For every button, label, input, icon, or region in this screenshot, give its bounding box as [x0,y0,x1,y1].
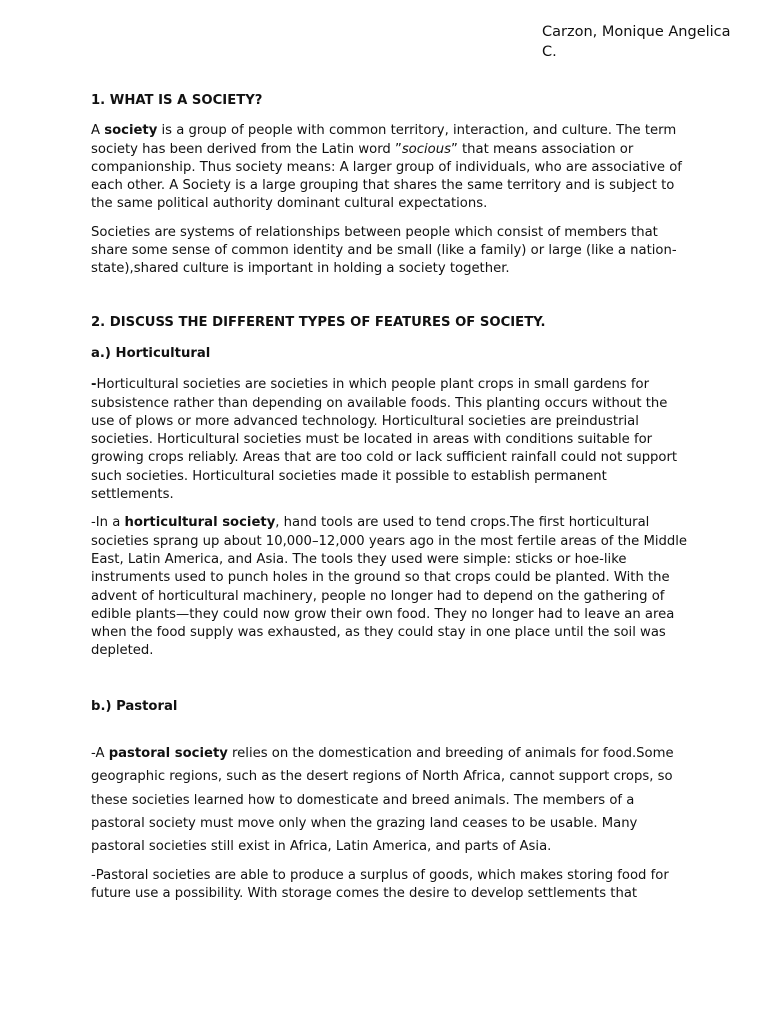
bold-term-pastoral-society: pastoral society [108,746,228,762]
bold-term-horticultural-society: horticultural society [124,515,276,531]
italic-term-socious: socious [401,141,451,157]
horticultural-paragraph-2 [91,514,691,660]
society-definition-paragraph [91,122,691,213]
section-2-heading: 2. DISCUSS THE DIFFERENT TYPES OF FEATURES OF SOCIETY. [91,314,546,330]
text-run: , hand tools are used to tend crops.The first horticultural societies sprang up about 10,000–12,000 years ago in the most fertile areas of the Middle East, Latin America, and Asia. The tools they used were simple: sticks or hoe-like instruments used to punch holes in the ground so that crops could be planted. With the advent of horticultural machinery, people no longer had to depend on the gathering of edible plants—they could now grow their own food. They no longer had to leave an area when the food supply was exhausted, as they could stay in one place until the soil was depleted. [91,515,688,659]
author-name-line-1: Carzon, Monique Angelica [542,24,731,40]
pastoral-paragraph-1 [91,742,691,858]
horticultural-paragraph-1 [91,376,691,504]
text-run: ” that means association or companionship. Thus society means: A larger group of individuals, who are associative of each other. A Society is a large grouping that shares the same territory and is subject to the same political authority dominant cultural expectations. [91,141,682,212]
text-run: is a group of people with common territory, interaction, and culture. The term society has been derived from the Latin word ” [91,123,677,157]
societies-systems-paragraph: Societies are systems of relationships between people which consist of members that share some sense of common identity and be small (like a family) or large (like a nation-state),shared culture is important in holding a society together. [91,224,677,277]
pastoral-paragraph-2: -Pastoral societies are able to produce a surplus of goods, which makes storing food for future use a possibility. With storage comes the desire to develop settlements that [91,867,669,901]
section-1-heading: 1. WHAT IS A SOCIETY? [91,93,263,108]
bold-dash: - [91,377,97,393]
pastoral-heading: b.) Pastoral [91,698,178,714]
horticultural-heading: a.) Horticultural [91,345,211,361]
bold-term-society: society [104,123,158,139]
text-run: A [91,123,105,139]
text-run: -In a [91,515,125,531]
text-run: -A [91,746,109,762]
text-run: relies on the domestication and breeding of animals for food.Some geographic regions, such as the desert regions of North Africa, cannot support crops, so these societies learned how to domesticate and breed animals. The members of a pastoral society must move only when the grazing land ceases to be usable. Many pastoral societies still exist in Africa, Latin America, and parts of Asia. [91,746,674,855]
document-body [91,92,691,903]
author-name [542,22,757,62]
text-run: Horticultural societies are societies in which people plant crops in small gardens for subsistence rather than depending on available foods. This planting occurs without the use of plows or more advanced technology. Horticultural societies are preindustrial societies. Horticultural societies must be located in areas with conditions suitable for growing crops reliably. Areas that are too cold or lack sufficient rainfall could not support such societies. Horticultural societies made it possible to establish permanent settlements. [91,377,678,503]
author-name-line-2: C. [542,44,557,60]
